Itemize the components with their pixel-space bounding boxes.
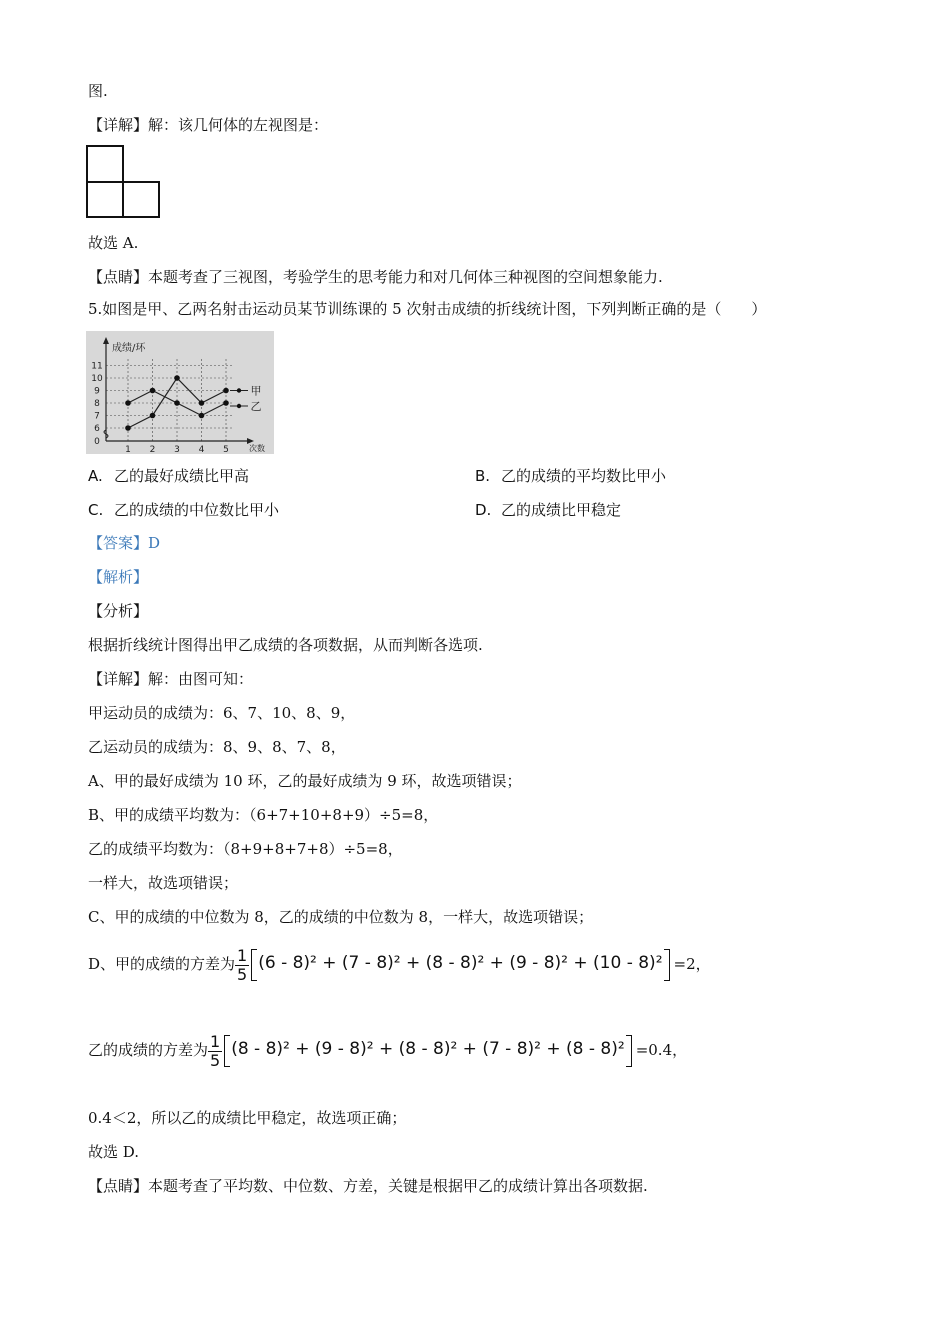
data-point [174, 400, 180, 406]
answer-label: 【答案】D [88, 534, 161, 552]
option-c-text: 乙的成绩的中位数比甲小 [114, 501, 280, 519]
y-tick-label: 6 [94, 424, 100, 434]
detail-2: 【详解】解：由图可知： [88, 670, 254, 688]
y-tick-label: 0 [94, 437, 100, 447]
data-point [199, 413, 205, 419]
legend-label-2: 乙 [250, 400, 262, 413]
data-point [125, 425, 131, 431]
y-tick-label: 10 [91, 374, 103, 384]
yi-variance-expression: (8 - 8)² + (9 - 8)² + (8 - 8)² + (7 - 8)² + (8 - 8)² [224, 1035, 631, 1067]
data-point [125, 400, 131, 406]
legend-marker [237, 404, 241, 408]
data-point [223, 400, 229, 406]
option-b-text: 乙的成绩的平均数比甲小 [501, 467, 667, 485]
fraction-one-fifth [208, 1033, 222, 1070]
x-tick-label: 1 [125, 445, 131, 454]
fraction-numerator: 1 [210, 1031, 221, 1051]
y-tick-label: 9 [94, 386, 100, 397]
detail-heading: 【详解】解：该几何体的左视图是： [88, 116, 329, 134]
jia-variance-label: D、甲的成绩的方差为 [88, 955, 236, 973]
analysis-text: 根据折线统计图得出甲乙成绩的各项数据，从而判断各选项. [88, 636, 483, 654]
fraction-numerator: 1 [237, 945, 248, 965]
data-point [150, 388, 156, 394]
fraction-denominator: 5 [237, 964, 248, 984]
question-5: 5.如图是甲、乙两名射击运动员某节训练课的 5 次射击成绩的折线统计图，下列判断正确的是（ ） [88, 300, 767, 318]
jia-variance-expression: (6 - 8)² + (7 - 8)² + (8 - 8)² + (9 - 8)² + (10 - 8)² [251, 949, 669, 981]
variance-compare: 0.4＜2，所以乙的成绩比甲稳定，故选项正确； [88, 1109, 407, 1127]
comment-2: 【点睛】本题考查了平均数、中位数、方差，关键是根据甲乙的成绩计算出各项数据. [88, 1177, 648, 1195]
data-point [223, 388, 229, 394]
y-axis-arrow [103, 337, 109, 344]
yi-scores: 乙运动员的成绩为：8、9、8、7、8， [88, 738, 346, 756]
yi-variance-result: =0.4， [635, 1041, 688, 1059]
chart-labels [91, 341, 265, 454]
y-tick-label: 8 [94, 399, 100, 409]
jia-mean: B、甲的成绩平均数为：（6+7+10+8+9）÷5=8， [88, 806, 439, 824]
x-tick-label: 3 [174, 445, 180, 454]
option-a-analysis: A、甲的最好成绩为 10 环，乙的最好成绩为 9 环，故选项错误； [88, 772, 522, 790]
jia-variance-result: =2， [673, 955, 711, 973]
y-axis-title: 成绩/环 [112, 343, 146, 354]
mean-conclusion: 一样大，故选项错误； [88, 874, 239, 892]
yi-variance-label: 乙的成绩的方差为 [88, 1041, 209, 1059]
option-b-key: B. [475, 467, 491, 485]
comment-1: 【点睛】本题考查了三视图，考验学生的思考能力和对几何体三种视图的空间想象能力. [88, 268, 663, 286]
analysis-label: 【解析】 [88, 568, 149, 586]
x-axis-title: 次数 [249, 444, 265, 453]
x-tick-label: 2 [149, 445, 156, 454]
x-tick-label: 4 [198, 445, 205, 454]
yi-mean: 乙的成绩平均数为：（8+9+8+7+8）÷5=8， [88, 840, 403, 858]
option-b [475, 466, 666, 486]
jia-scores: 甲运动员的成绩为：6、7、10、8、9， [88, 704, 356, 722]
option-d-text: 乙的成绩比甲稳定 [501, 501, 622, 519]
option-a-key: A. [88, 467, 103, 485]
choose-a: 故选 A. [88, 234, 139, 252]
option-d [475, 500, 621, 520]
choose-d: 故选 D. [88, 1143, 140, 1161]
y-tick-label: 7 [94, 411, 100, 422]
line-chart [86, 331, 274, 454]
option-a-text: 乙的最好成绩比甲高 [114, 467, 250, 485]
median-analysis: C、甲的成绩的中位数为 8，乙的成绩的中位数为 8，一样大，故选项错误； [88, 908, 594, 926]
option-a [88, 466, 249, 486]
yi-variance [88, 1028, 687, 1072]
fenxi-label: 【分析】 [88, 602, 149, 620]
x-tick-label: 5 [223, 445, 229, 454]
data-point [199, 400, 205, 406]
option-c-key: C. [88, 501, 104, 519]
option-c [88, 500, 279, 520]
data-point [174, 375, 180, 381]
legend-marker [237, 388, 241, 392]
fraction-denominator: 5 [210, 1050, 221, 1070]
data-point [150, 413, 156, 419]
jia-variance [88, 942, 711, 986]
fraction-one-fifth [235, 947, 249, 984]
left-view-figure [86, 145, 162, 219]
y-tick-label: 11 [91, 361, 103, 372]
option-d-key: D. [475, 501, 492, 519]
line-continuation: 图. [88, 82, 108, 100]
legend-label-1: 甲 [250, 384, 262, 398]
